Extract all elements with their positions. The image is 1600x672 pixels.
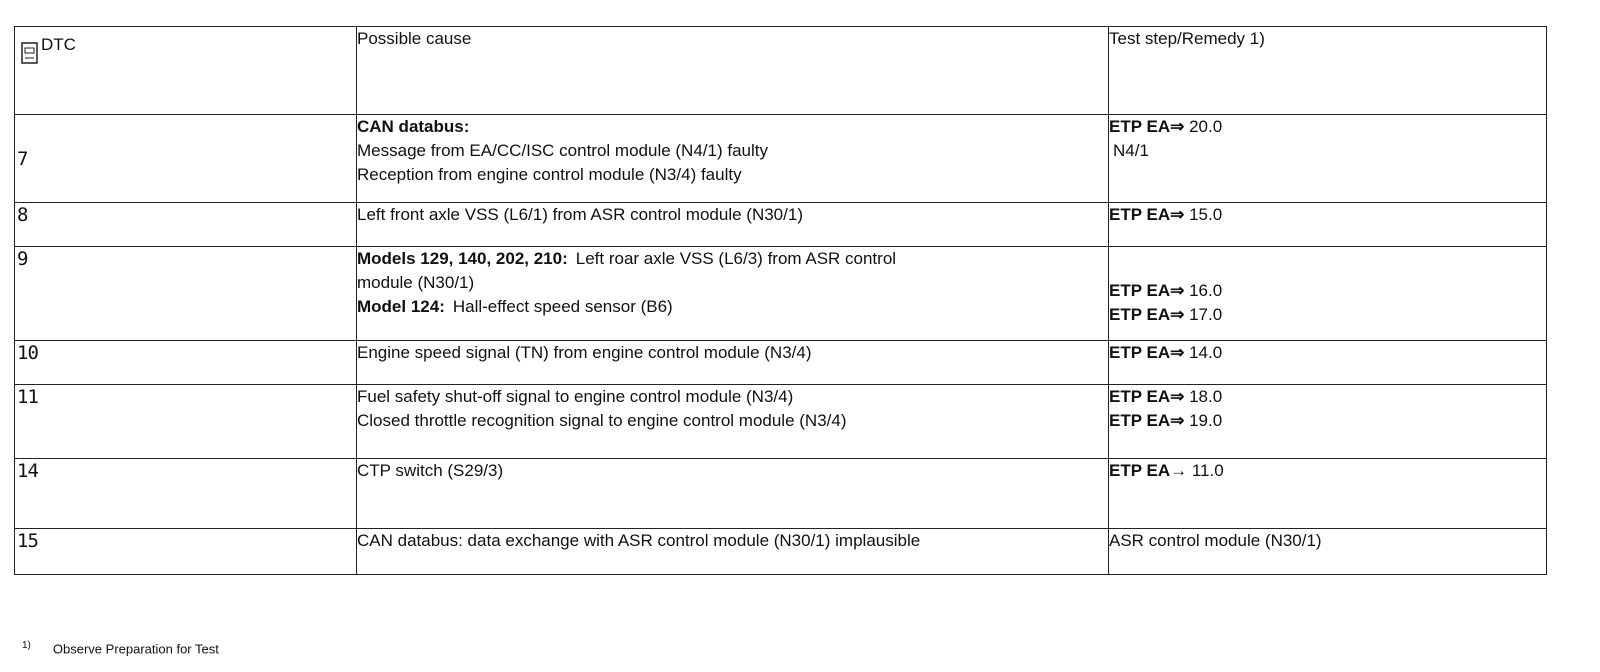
table-row <box>15 529 1547 575</box>
dtc-header-cell <box>15 27 357 115</box>
cause-cell <box>357 529 1109 575</box>
dtc-code: 8 <box>17 204 28 226</box>
cause-cell <box>357 385 1109 459</box>
cause-model-label: Model 124: <box>357 297 445 316</box>
cause-header-cell <box>357 27 1109 115</box>
remedy-extra: N4/1 <box>1113 141 1149 160</box>
cause-cell <box>357 459 1109 529</box>
table-row <box>15 203 1547 247</box>
cause-heading: CAN databus: <box>357 117 470 136</box>
remedy-step-value: 16.0 <box>1189 281 1223 300</box>
remedy-step-label: ETP EA⇒ <box>1109 387 1185 406</box>
remedy-cell <box>1109 529 1547 575</box>
dtc-cell <box>15 247 357 341</box>
dtc-table <box>14 26 1547 575</box>
remedy-step-value: 17.0 <box>1189 305 1223 324</box>
cause-text: Left front axle VSS (L6/1) from ASR control module (N30/1) <box>357 205 803 224</box>
cause-text: Left roar axle VSS (L6/3) from ASR control <box>575 249 897 268</box>
table-row <box>15 341 1547 385</box>
remedy-cell <box>1109 203 1547 247</box>
footnote <box>22 640 219 656</box>
dtc-cell <box>15 529 357 575</box>
remedy-header-label: Test step/Remedy 1) <box>1109 29 1265 48</box>
dtc-cell <box>15 115 357 203</box>
dtc-cell <box>15 459 357 529</box>
table-row <box>15 385 1547 459</box>
footnote-text: Observe Preparation for Test <box>52 641 219 657</box>
remedy-cell <box>1109 385 1547 459</box>
dtc-cell <box>15 203 357 247</box>
table-header-row <box>15 27 1547 115</box>
table-row <box>15 247 1547 341</box>
cause-header-label: Possible cause <box>357 29 472 48</box>
remedy-step-value: 11.0 <box>1191 461 1224 480</box>
remedy-step-value: 20.0 <box>1189 117 1223 136</box>
dtc-code: 15 <box>17 530 38 552</box>
cause-line: Message from EA/CC/ISC control module (N4/1) faulty <box>357 141 768 160</box>
remedy-step-label: ETP EA⇒ <box>1109 411 1185 430</box>
cause-text: Hall-effect speed sensor (B6) <box>452 297 673 316</box>
cause-text: CAN databus: data exchange with ASR control module (N30/1) implausible <box>357 531 921 550</box>
remedy-step-value: 14.0 <box>1189 343 1223 362</box>
dtc-code: 14 <box>17 460 38 482</box>
cause-text: Engine speed signal (TN) from engine control module (N3/4) <box>357 343 812 362</box>
remedy-text: ASR control module (N30/1) <box>1109 531 1322 550</box>
cause-cell <box>357 115 1109 203</box>
dtc-code: 7 <box>17 148 28 170</box>
cause-line: Closed throttle recognition signal to engine control module (N3/4) <box>357 411 847 430</box>
table-row <box>15 459 1547 529</box>
remedy-step-label: ETP EA⇒ <box>1109 281 1185 300</box>
remedy-cell <box>1109 115 1547 203</box>
remedy-cell <box>1109 459 1547 529</box>
remedy-cell <box>1109 247 1547 341</box>
remedy-header-cell <box>1109 27 1547 115</box>
table-row <box>15 115 1547 203</box>
cause-line: Reception from engine control module (N3/4) faulty <box>357 165 742 184</box>
remedy-step-value: 18.0 <box>1189 387 1223 406</box>
dtc-code: 9 <box>17 248 28 270</box>
remedy-step-label: ETP EA⇒ <box>1109 343 1185 362</box>
footnote-mark: 1) <box>22 640 31 651</box>
remedy-step-label: ETP EA→ <box>1109 461 1188 480</box>
remedy-step-value: 15.0 <box>1189 205 1223 224</box>
remedy-step-label: ETP EA⇒ <box>1109 117 1185 136</box>
dtc-header-label: DTC <box>41 35 76 54</box>
remedy-cell <box>1109 341 1547 385</box>
dtc-code: 10 <box>17 342 38 364</box>
remedy-step-value: 19.0 <box>1189 411 1223 430</box>
cause-text-cont: module (N30/1) <box>357 273 475 292</box>
control-module-icon <box>21 35 39 65</box>
cause-cell <box>357 341 1109 385</box>
cause-text: CTP switch (S29/3) <box>357 461 504 480</box>
dtc-cell <box>15 341 357 385</box>
cause-line: Fuel safety shut-off signal to engine control module (N3/4) <box>357 387 794 406</box>
dtc-cell <box>15 385 357 459</box>
dtc-code: 11 <box>17 386 38 408</box>
remedy-step-label: ETP EA⇒ <box>1109 205 1185 224</box>
cause-cell <box>357 203 1109 247</box>
cause-cell <box>357 247 1109 341</box>
remedy-step-label: ETP EA⇒ <box>1109 305 1185 324</box>
cause-model-label: Models 129, 140, 202, 210: <box>357 249 568 268</box>
